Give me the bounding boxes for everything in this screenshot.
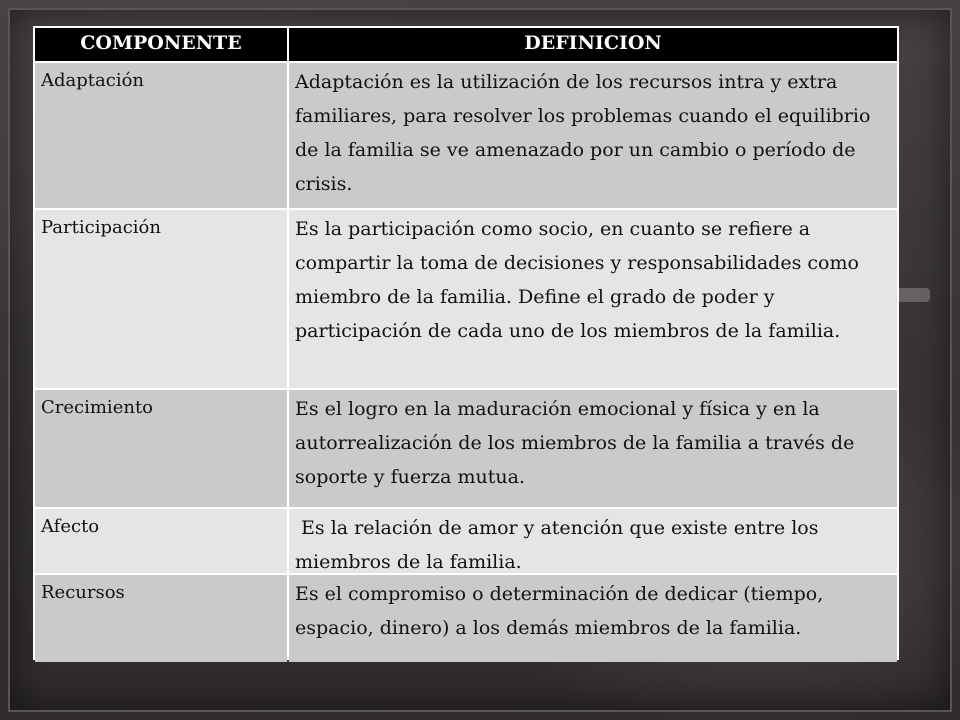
component-crecimiento: Crecimiento (35, 390, 287, 507)
definition-recursos: Es el compromiso o determinación de dedicar (tiempo, espacio, dinero) a los demás miembros de la familia. (289, 575, 897, 662)
component-afecto: Afecto (35, 509, 287, 573)
definition-participacion: Es la participación como socio, en cuanto se refiere a compartir la toma de decisiones y responsabilidades como miembro de la familia. Define el grado de poder y participación de cada uno de los miembros de la familia. (289, 210, 897, 388)
component-recursos: Recursos (35, 575, 287, 662)
component-participacion: Participación (35, 210, 287, 388)
definition-adaptacion: Adaptación es la utilización de los recursos intra y extra familiares, para resolver los problemas cuando el equilibrio de la familia se ve amenazado por un cambio o período de crisis. (289, 63, 897, 208)
header-componente: COMPONENTE (35, 28, 287, 61)
definition-crecimiento: Es el logro en la maduración emocional y física y en la autorrealización de los miembros de la familia a través de soporte y fuerza mutua. (289, 390, 897, 507)
definition-afecto: Es la relación de amor y atención que existe entre los miembros de la familia. (289, 509, 897, 573)
components-table (33, 26, 899, 660)
header-definicion: DEFINICION (289, 28, 897, 61)
component-adaptacion: Adaptación (35, 63, 287, 208)
